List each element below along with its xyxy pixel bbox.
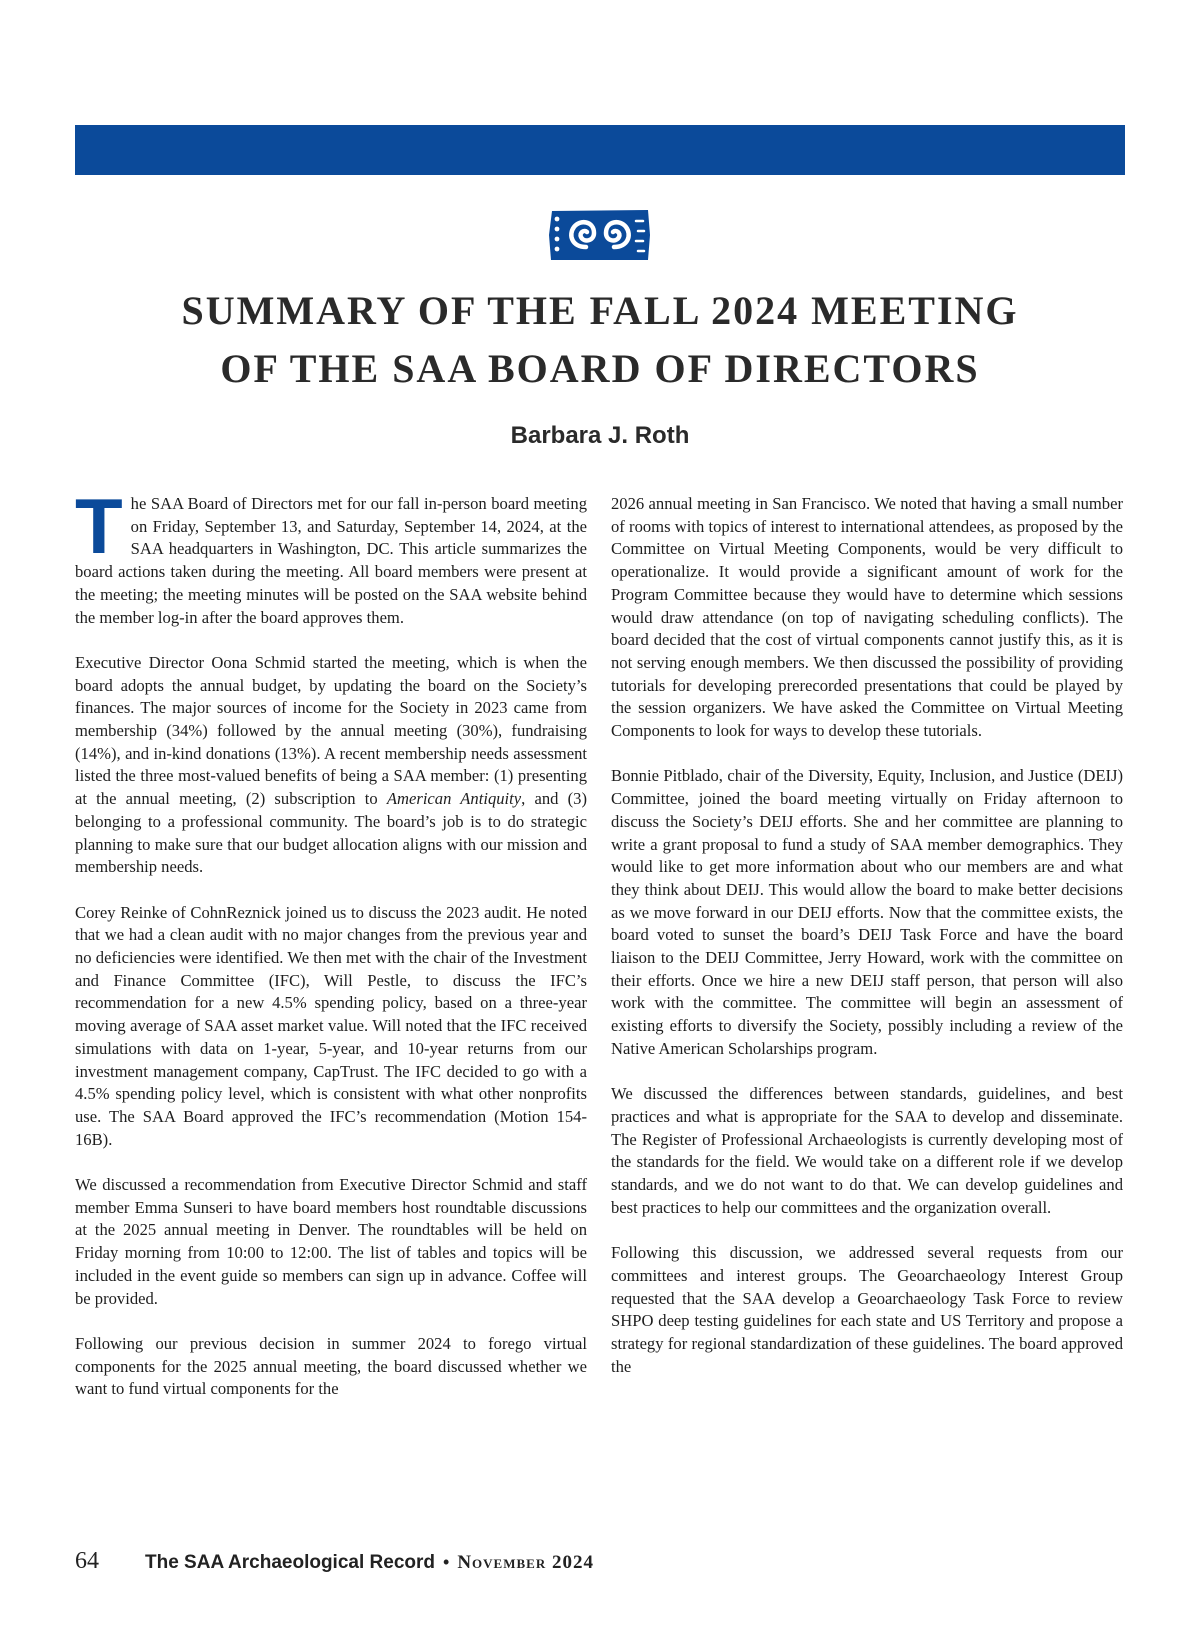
article-title	[75, 282, 1125, 398]
journal-name: The SAA Archaeological Record	[145, 1552, 435, 1573]
paragraph-intro-text: he SAA Board of Directors met for our fall in-person board meeting on Friday, September 13, and Saturday, September 14, 2024, at the SAA headquarters in Washington, DC. This article summarizes the board actions taken during the meeting. All board members were present at the meeting; the meeting minutes will be posted on the SAA website behind the member log-in after the board approves them.	[75, 494, 587, 627]
page-footer	[75, 1548, 675, 1580]
paragraph-audit: Corey Reinke of CohnReznick joined us to discuss the 2023 audit. He noted that we had a clean audit with no major changes from the previous year and no deficiencies were identified. We then met with the chair of the Investment and Finance Committee (IFC), Will Pestle, to discuss the IFC’s recommendation for a new 4.5% spending policy, based on a three-year moving average of SAA asset market value. Will noted that the IFC received simulations with data on 1-year, 5-year, and 10-year returns from our investment management company, CapTrust. The IFC decided to go with a 4.5% spending policy level, which is consistent with what other nonprofits use. The SAA Board approved the IFC’s recommendation (Motion 154-16B).	[75, 902, 587, 1149]
header-color-bar	[75, 125, 1125, 175]
footer-separator: •	[443, 1552, 450, 1572]
paragraph-finances	[75, 652, 587, 879]
paragraph-finances-text-a: Executive Director Oona Schmid started the meeting, which is when the board adopts the annual budget, by updating the board on the Society’s finances. The major sources of income for the Society in 2023 came from membership (34%) followed by the annual meeting (30%), fundraising (14%), and in-kind donations (13%). A recent membership needs assessment listed the three most-valued benefits of being a SAA member: (1) presenting at the annual meeting, (2) subscription to	[75, 652, 587, 809]
paragraph-virtual-components: Following our previous decision in summer 2024 to forego virtual components for the 2025 annual meeting, the board discussed whether we want to fund virtual components for the	[75, 1333, 587, 1399]
paragraph-finances-text-b: , and (3) belonging to a professional community. The board’s job is to do strategic planning to make sure that our budget allocation aligns with our mission and membership needs.	[75, 789, 587, 877]
article-author: Barbara J. Roth	[510, 422, 690, 449]
article-title-line-1: SUMMARY OF THE FALL 2024 MEETING	[181, 288, 1019, 333]
paragraph-geoarchaeology: Following this discussion, we addressed several requests from our committees and interest groups. The Geoarchaeology Interest Group requested that the SAA develop a Geoarchaeology Task Force to review SHPO deep testing guidelines for each state and US Territory and propose a strategy for regional standardization of these guidelines. The board approved the	[611, 1243, 1123, 1376]
article-column-right	[611, 493, 1123, 1378]
paragraph-standards: We discussed the differences between standards, guidelines, and best practices and what is appropriate for the SAA to develop and disseminate. The Register of Professional Archaeologists is currently developing most of the standards for the field. We would take on a different role if we develop standards, and we do not want to do that. We can develop guidelines and best practices to help our committees and the organization overall.	[611, 1084, 1123, 1217]
article-title-line-2: OF THE SAA BOARD OF DIRECTORS	[220, 346, 980, 391]
page-number: 64	[75, 1548, 99, 1574]
paragraph-roundtables: We discussed a recommendation from Executive Director Schmid and staff member Emma Sunseri to have board members host roundtable discussions at the 2025 annual meeting in Denver. The roundtables will be held on Friday morning from 10:00 to 12:00. The list of tables and topics will be included in the event guide so members can sign up in advance. Coffee will be provided.	[75, 1175, 587, 1308]
saa-spiral-logo-icon	[546, 207, 654, 263]
issue-date: November 2024	[457, 1552, 594, 1573]
article-column-left	[75, 482, 587, 1401]
paragraph-virtual-components-cont: 2026 annual meeting in San Francisco. We noted that having a small number of rooms with topics of interest to international attendees, as proposed by the Committee on Virtual Meeting Components, would be very difficult to operationalize. It would provide a significant amount of work for the Program Committee because they would have to determine which sessions would draw attendance (on top of navigating scheduling conflicts). The board decided that the cost of virtual components cannot justify this, as it is not serving enough members. We then discussed the possibility of providing tutorials for developing prerecorded presentations that could be played by the session organizers. We have asked the Committee on Virtual Meeting Components to look for ways to develop these tutorials.	[611, 494, 1123, 741]
paragraph-deij: Bonnie Pitblado, chair of the Diversity, Equity, Inclusion, and Justice (DEIJ) Committee, joined the board meeting virtually on Friday afternoon to discuss the Society’s DEIJ efforts. She and her committee are planning to write a grant proposal to fund a study of SAA member demographics. They would like to get more information about who our members are and what they think about DEIJ. This would allow the board to make better decisions as we move forward in our DEIJ efforts. Now that the committee exists, the board voted to sunset the board’s DEIJ Task Force and have the board liaison to the DEIJ Committee, Jerry Howard, work with the committee on their efforts. Once we hire a new DEIJ staff person, that person will also work with the committee. The committee will begin an assessment of existing efforts to diversify the Society, possibly including a review of the Native American Scholarships program.	[611, 766, 1123, 1058]
journal-title-american-antiquity: American Antiquity	[386, 789, 522, 809]
paragraph-intro	[75, 482, 587, 629]
drop-cap: T	[75, 482, 123, 570]
